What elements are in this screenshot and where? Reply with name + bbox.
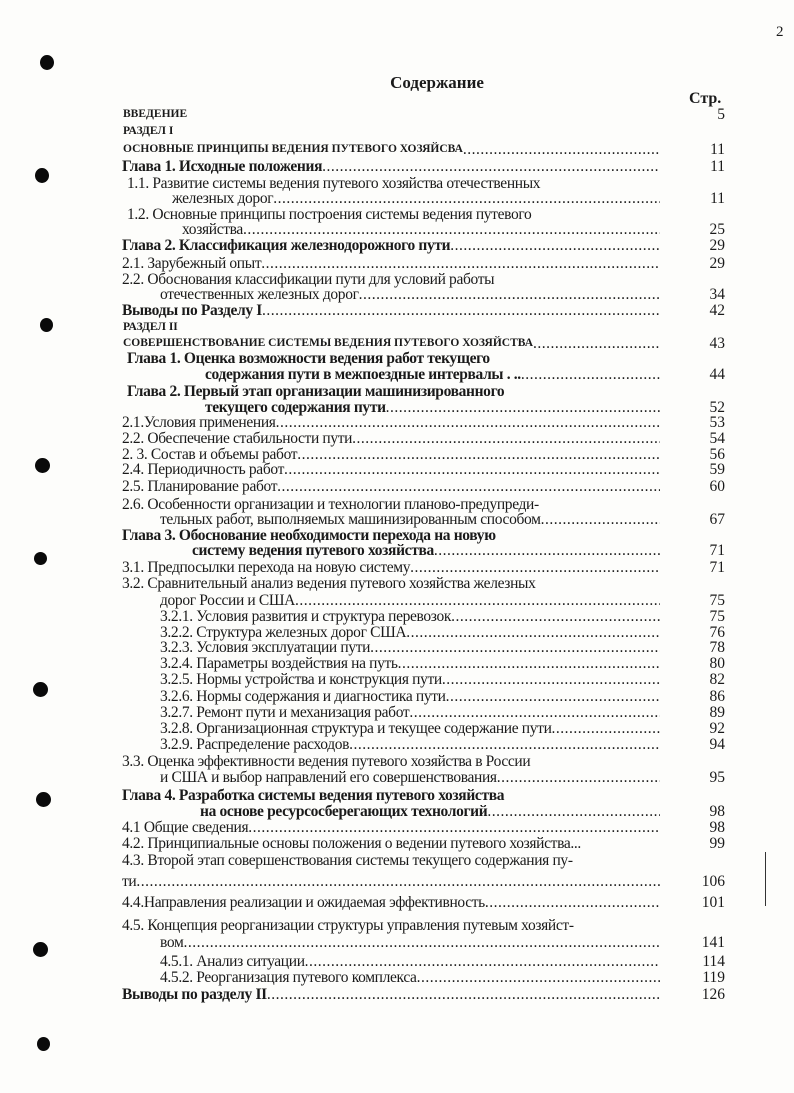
toc-entry-text: 4.5.1. Анализ ситуации [160,953,305,970]
toc-entry-line [122,873,660,890]
toc-page-number: 54 [709,430,725,447]
toc-entry-text: 3.2.9. Распределение расходов [160,736,350,753]
toc-entry-line [123,106,660,123]
toc-entry-text: СОВЕРШЕНСТВОВАНИЕ СИСТЕМЫ ВЕДЕНИЯ ПУТЕВОГО ХОЗЯЙСТВА [123,337,534,349]
toc-entry-text: 1.1. Развитие системы ведения путевого хозяйства отечественных [127,175,541,192]
dot-leader [434,542,660,559]
dot-leader [442,671,660,688]
toc-page-number: 86 [709,688,725,705]
page-number: 2 [776,24,784,40]
toc-entry-line [122,461,660,478]
toc-entry-text: 2.2. Обеспечение стабильности пути [122,430,353,447]
toc-page-number: 5 [717,106,725,123]
dot-leader [450,237,660,254]
dot-leader [485,894,660,911]
toc-entry-text: систему ведения путевого хозяйства [192,542,434,559]
dot-leader [497,769,660,786]
toc-page-number: 99 [709,835,725,852]
toc-page-number: 25 [709,221,725,238]
dot-leader [398,655,660,672]
toc-entry-line [192,542,660,559]
toc-entry-line [123,141,660,158]
toc-page-number: 82 [709,671,725,688]
toc-entry-line [122,255,660,272]
toc-entry-line [200,803,660,820]
toc-page-number: 76 [709,624,725,641]
toc-entry-line [122,478,660,495]
toc-page-number: 119 [702,969,725,986]
toc-entry-text: 4.3. Второй этап совершенствования системы текущего содержания пу- [122,852,573,869]
toc-entry-line [123,123,683,140]
toc-entry-text: 3.2.7. Ремонт пути и механизация работ [160,704,410,721]
toc-entry-text: 2.4. Периодичность работ [122,461,284,478]
toc-entry-line [122,753,682,770]
toc-entry-line [122,414,660,431]
toc-entry-line [122,575,682,592]
toc-entry-line [127,350,687,367]
toc-entry-text: отечественных железных дорог [160,286,359,303]
toc-entry-line [160,969,660,986]
dot-leader [417,969,660,986]
toc-entry-text: 3.2.1. Условия развития и структура перевозок [160,608,452,625]
toc-page-number: 80 [709,655,725,672]
punch-hole [40,55,54,70]
toc-entry-line [160,608,660,625]
toc-entry-line [122,302,660,319]
toc-page-number: 98 [709,819,725,836]
dot-leader [277,478,660,495]
toc-entry-line [160,639,660,656]
toc-entry-text: текущего содержания пути [205,399,386,416]
toc-entry-line [205,366,660,383]
toc-page-number: 53 [709,414,725,431]
toc-entry-line [160,688,660,705]
toc-entry-text: Глава 2. Классификация железнодорожного пути [122,237,451,254]
toc-entry-text: 3.3. Оценка эффективности ведения путевого хозяйства в России [122,753,531,770]
punch-hole [33,682,48,697]
toc-page-number: 126 [701,986,725,1003]
punch-hole [35,168,49,183]
toc-page-number: 11 [710,190,725,207]
toc-entry-line [160,769,660,786]
toc-page-number: 59 [709,461,725,478]
scan-mark [765,852,766,906]
punch-hole [34,552,47,565]
toc-entry-text: 4.5.2. Реорганизация путевого комплекса [160,969,417,986]
toc-entry-text: 4.4.Направления реализации и ожидаемая эффективность [122,894,485,911]
dot-leader [541,511,660,528]
toc-page-number: 11 [710,158,725,175]
dot-leader [136,873,660,890]
toc-entry-text: 3.2.2. Структура железных дорог США [160,624,407,641]
dot-leader [349,736,660,753]
toc-entry-text: 2.6. Особенности организации и технологии планово-предупреди- [122,496,539,513]
toc-entry-line [122,158,660,175]
toc-entry-text: Глава 3. Обоснование необходимости перехода на новую [122,527,496,544]
dot-leader [273,190,660,207]
dot-leader [410,559,660,576]
toc-entry-text: ВВЕДЕНИЕ [123,108,188,120]
toc-entry-text: Выводы по разделу II [122,986,267,1003]
toc-entry-text: 4.2. Принципиальные основы положения о ведении путевого хозяйства... [122,835,581,852]
dot-leader [295,592,660,609]
dot-leader [276,414,660,431]
toc-entry-line [172,190,660,207]
punch-hole [35,458,50,473]
toc-page-number: 89 [709,704,725,721]
toc-page-number: 56 [709,446,725,463]
toc-entry-text: 3.2. Сравнительный анализ ведения путевого хозяйства железных [122,575,536,592]
toc-entry-line [160,720,660,737]
toc-entry-text: хозяйства [182,221,243,238]
toc-entry-line [122,917,682,934]
dot-leader [183,934,660,951]
toc-entry-line [160,934,660,951]
dot-leader [262,302,660,319]
toc-page-number: 29 [709,255,725,272]
toc-entry-line [122,835,660,852]
toc-entry-text: 4.5. Концепция реорганизации структуры управления путевым хозяйст- [122,917,574,934]
toc-page-number: 101 [701,894,725,911]
toc-entry-text: и США и выбор направлений его совершенствования [160,769,497,786]
dot-leader [451,608,660,625]
dot-leader [463,141,660,158]
toc-entry-text: РАЗДЕЛ II [123,321,178,333]
toc-page-number: 67 [709,511,725,528]
toc-entry-line [182,221,660,238]
toc-entry-text: 2.1.Условия применения [122,414,276,431]
toc-page-number: 95 [709,769,725,786]
toc-page-number: 60 [709,478,725,495]
toc-entry-line [160,736,660,753]
toc-page-number: 29 [709,237,725,254]
dot-leader [322,158,660,175]
toc-entry-line [160,511,660,528]
toc-entry-text: Выводы по Разделу I [122,302,262,319]
toc-page-number: 92 [709,720,725,737]
toc-page-number: 42 [709,302,725,319]
toc-entry-text: ти [122,873,137,890]
dot-leader [552,720,660,737]
toc-entry-line [160,286,660,303]
dot-leader [261,255,660,272]
toc-entry-line [122,430,660,447]
toc-entry-text: 3.2.3. Условия эксплуатации пути [160,639,371,656]
dot-leader [487,803,660,820]
toc-entry-line [160,655,660,672]
toc-page-number: 75 [709,592,725,609]
toc-entry-text: 3.1. Предпосылки перехода на новую систему [122,559,411,576]
toc-page-number: 34 [709,286,725,303]
toc-entry-line [122,986,660,1003]
toc-page-number: 71 [709,559,725,576]
dot-leader [446,688,660,705]
toc-entry-text: 3.2.4. Параметры воздействия на путь [160,655,398,672]
toc-entry-text: Глава 4. Разработка системы ведения путевого хозяйства [122,787,505,804]
punch-hole [37,1037,50,1051]
toc-entry-text: 4.1 Общие сведения [122,819,249,836]
toc-entry-text: Глава 1. Оценка возможности ведения работ текущего [127,350,490,367]
punch-hole [36,792,51,807]
toc-page-number: 52 [709,399,725,416]
toc-entry-text: содержания пути в межпоездные интервалы . .. [205,366,521,383]
dot-leader [284,461,660,478]
dot-leader [370,639,660,656]
dot-leader [359,286,660,303]
toc-entry-text: РАЗДЕЛ I [123,125,174,137]
punch-hole [33,942,48,957]
dot-leader [305,953,660,970]
toc-entry-line [160,671,660,688]
toc-entry-line [122,787,682,804]
toc-entry-line [122,819,660,836]
punch-hole [40,318,53,332]
toc-entry-text: Глава 1. Исходные положения [122,158,323,175]
toc-entry-line [127,383,687,400]
toc-entry-text: 1.2. Основные принципы построения системы ведения путевого [127,206,532,223]
toc-page-number: 106 [701,873,725,890]
dot-leader [243,221,660,238]
toc-entry-text: ОСНОВНЫЕ ПРИНЦИПЫ ВЕДЕНИЯ ПУТЕВОГО ХОЗЯЙСВА [123,143,463,155]
toc-entry-line [122,237,660,254]
toc-entry-line [123,319,683,336]
toc-entry-text: тельных работ, выполняемых машинизированным способом [160,511,541,528]
toc-page-number: 98 [709,803,725,820]
dot-leader [352,430,660,447]
toc-entry-text: вом [160,934,184,951]
toc-entry-text: 2.2. Обоснования классификации пути для условий работы [122,271,495,288]
toc-page-number: 78 [709,639,725,656]
toc-page-number: 71 [709,542,725,559]
toc-page-number: 11 [710,141,725,158]
dot-leader [248,819,660,836]
toc-entry-text: 3.2.8. Организационная структура и текущее содержание пути [160,720,552,737]
toc-entry-text: железных дорог [172,190,274,207]
toc-entry-text: 3.2.5. Нормы устройства и конструкция пути [160,671,442,688]
toc-page-number: 114 [702,953,725,970]
toc-entry-line [160,592,660,609]
toc-entry-text: 3.2.6. Нормы содержания и диагностика пути [160,688,446,705]
dot-leader [267,986,660,1003]
toc-entry-text: 2.5. Планирование работ [122,478,278,495]
toc-entry-text: на основе ресурсосберегающих технологий [200,803,488,820]
toc-entry-text: дорог России и США [160,592,296,609]
page-title: Содержание [390,73,484,92]
toc-entry-line [160,704,660,721]
toc-page-number: 43 [709,335,725,352]
toc-page-number: 94 [709,736,725,753]
page-column-label: Стр. [689,90,722,107]
toc-page-number: 75 [709,608,725,625]
toc-entry-line [122,559,660,576]
toc-page-number: 141 [701,934,725,951]
toc-entry-text: 2. 3. Состав и объемы работ [122,446,298,463]
toc-entry-line [160,953,660,970]
toc-page-number: 44 [709,366,725,383]
dot-leader [521,366,660,383]
toc-entry-line [122,852,682,869]
dot-leader [409,704,660,721]
toc-entry-line [122,894,660,911]
toc-entry-text: 2.1. Зарубежный опыт [122,255,262,272]
toc-entry-text: Глава 2. Первый этап организации машинизированного [127,383,505,400]
